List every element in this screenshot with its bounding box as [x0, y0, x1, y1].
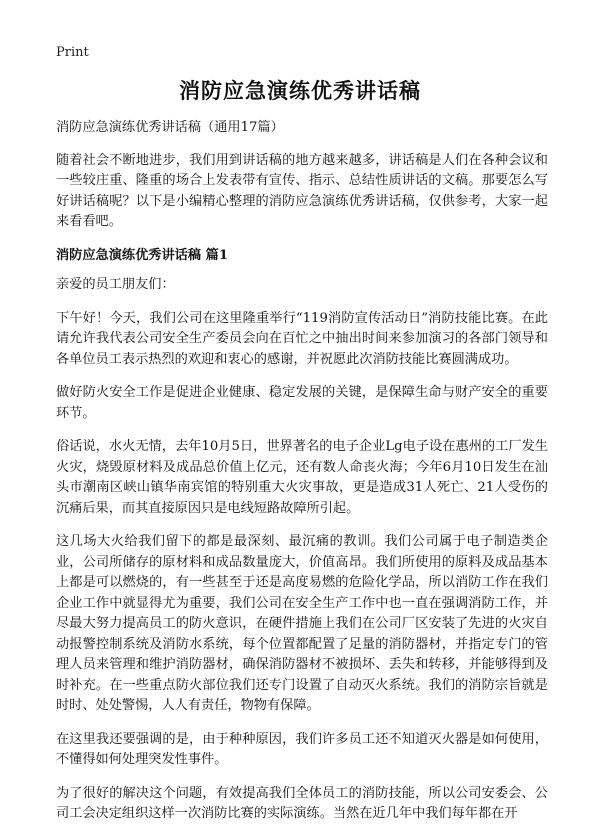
body-paragraph: 俗话说，水火无情，去年10月5日，世界著名的电子企业Lg电子设在惠州的工厂发生火灾，烧毁原材料及成品总价值上亿元，还有数人命丧火海；今年6月10日发生在汕头市潮南区峡山镇华南宾馆的特别重大火灾事故，更是造成31人死亡、21人受伤的沉痛后果，而其直接原因只是电线短路故障所引起。: [56, 439, 548, 516]
body-paragraph: 这几场大火给我们留下的都是最深刻、最沉痛的教训。我们公司属于电子制造类企业，公司所储存的原材料和成品数量庞大，价值高昂。我们所使用的原料及成品基本上都是可以燃烧的，有一些甚至于还是高度易燃的危险化学品，所以消防工作在我们企业工作中就显得尤为重要，我们公司在安全生产工作中也一直在强调消防工作，并尽最大努力提高员工的防火意识，在硬件措施上我们在公司厂区安装了先进的火灾自动报警控制系统及消防水系统，每个位置都配置了足量的消防器材，并指定专门的管理人员来管理和维护消防器材，确保消防器材不被损坏、丢失和转移，并能够得到及时补充。在一些重点防火部位我们还专门设置了自动灭火系统。我们的消防宗旨就是时时、处处警惕，人人有责任，物物有保障。: [56, 534, 548, 713]
body-paragraph: 做好防火安全工作是促进企业健康、稳定发展的关键，是保障生命与财产安全的重要环节。: [56, 385, 548, 421]
page-title: 消防应急演练优秀讲话稿: [179, 78, 421, 103]
print-link[interactable]: Print: [56, 45, 89, 60]
body-paragraph: 为了很好的解决这个问题，有效提高我们全体员工的消防技能，所以公司安委会、公司工会决定组织这样一次消防比赛的实际演练。当然在近几年中我们每年都在开: [56, 785, 548, 821]
intro-paragraph: 随着社会不断地进步，我们用到讲话稿的地方越来越多，讲话稿是人们在各种会议和一些较庄重、隆重的场合上发表带有宣传、指示、总结性质讲话的文稿。那要怎么写好讲话稿呢？以下是小编精心整理的消防应急演练优秀讲话稿，仅供参考，大家一起来看看吧。: [56, 152, 548, 229]
body-paragraph: 下午好！今天，我们公司在这里隆重举行“119消防宣传活动日”消防技能比赛。在此请允许我代表公司安全生产委员会向在百忙之中抽出时间来参加演习的各部门领导和各单位员工表示热烈的欢迎和衷心的感谢，并祝愿此次消防技能比赛圆满成功。: [56, 310, 548, 367]
document-body: [56, 118, 548, 838]
greeting: 亲爱的员工朋友们：: [56, 277, 175, 292]
section-heading: 消防应急演练优秀讲话稿 篇1: [56, 247, 229, 263]
document-subtitle: 消防应急演练优秀讲话稿（通用17篇）: [56, 120, 284, 135]
body-paragraph: 在这里我还要强调的是，由于种种原因，我们许多员工还不知道灭火器是如何使用，不懂得如何处理突发性事件。: [56, 731, 548, 767]
